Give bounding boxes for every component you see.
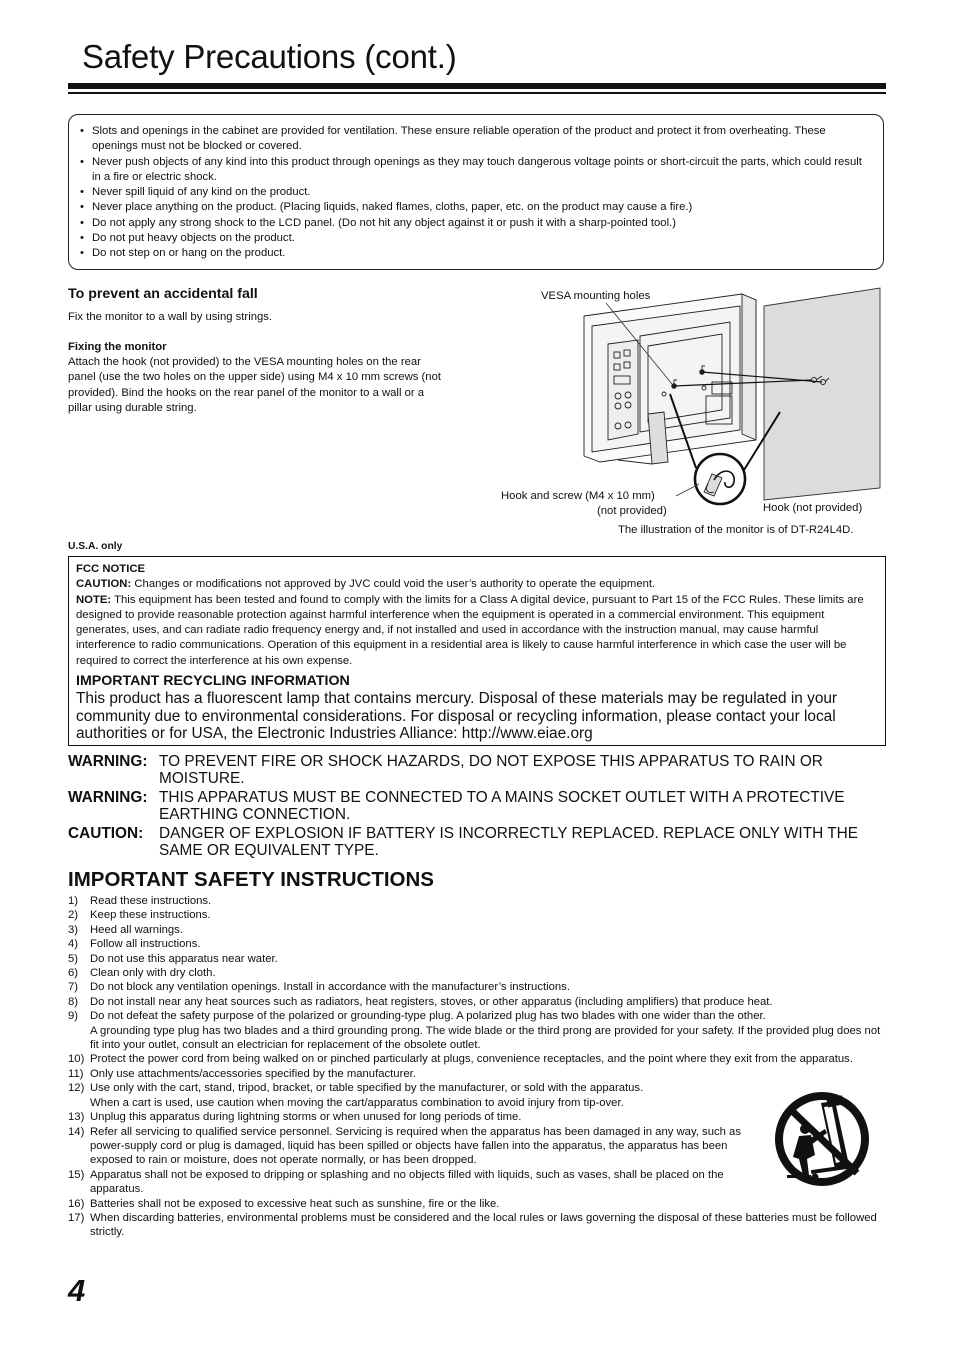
fall-heading: To prevent an accidental fall [68, 286, 258, 302]
list-item: 15) Apparatus shall not be exposed to dripping or splashing and no objects filled with liquids, such as vases, shall be placed on the apparatus. [68, 1168, 724, 1196]
safety-instructions-title: IMPORTANT SAFETY INSTRUCTIONS [68, 868, 434, 891]
caution-label: CAUTION: [76, 578, 132, 591]
hook-screw-not-provided-label: (not provided) [597, 505, 667, 517]
monitor-wall-illustration [498, 284, 886, 534]
note-label: NOTE: [76, 593, 112, 606]
warning-row [68, 789, 898, 824]
warning-text: TO PREVENT FIRE OR SHOCK HAZARDS, DO NOT EXPOSE THIS APPARATUS TO RAIN OR MOISTURE. [159, 753, 823, 788]
fixing-body: Attach the hook (not provided) to the VESA mounting holes on the rear panel (use the two holes on the upper side) using M4 x 10 mm screws (not provided). Bind the hooks on the rear panel of the monitor to a wall or a pillar using durable string. [68, 356, 441, 414]
list-item: 5) Do not use this apparatus near water. [68, 952, 278, 965]
list-item: 4) Follow all instructions. [68, 938, 201, 951]
hook-screw-label: Hook and screw (M4 x 10 mm) [501, 490, 655, 502]
ventilation-list [79, 124, 869, 262]
page-title: Safety Precautions (cont.) [82, 38, 457, 75]
recycling-title: IMPORTANT RECYCLING INFORMATION [76, 673, 350, 690]
caution-row-text: DANGER OF EXPLOSION IF BATTERY IS INCORRECTLY REPLACED. REPLACE ONLY WITH THE SAME OR EQUIVALENT TYPE. [159, 824, 859, 860]
page-number: 4 [68, 1273, 86, 1308]
caution-text: Changes or modifications not approved by JVC could void the user’s authority to operate the equipment. [131, 578, 656, 591]
list-item: • Never push objects of any kind into this product through openings as they may touch dangerous voltage points or short-circuit the parts, which could result in a fire or electric shock. [79, 155, 869, 186]
vesa-label: VESA mounting holes [541, 290, 651, 302]
list-item: 17) When discarding batteries, environmental problems must be considered and the local rules or laws governing the disposal of these batteries must be followed strictly. [68, 1211, 877, 1239]
list-item: • Slots and openings in the cabinet are provided for ventilation. These ensure reliable operation of the product and protect it from overheating. These openings must not be blocked or covered. [79, 124, 869, 155]
list-item: 10) Protect the power cord from being walked on or pinched particularly at plugs, convenience receptacles, and the point where they exit from the apparatus. [68, 1053, 853, 1066]
list-item: 12) Use only with the cart, stand, tripod, bracket, or table specified by the manufacturer, or sold with the apparatus. When a cart is used, use caution when moving the cart/apparatus combination to avoid injury from tip-over. [68, 1082, 644, 1109]
note-text: This equipment has been tested and found to comply with the limits for a Class A digital device, pursuant to Part 15 of the FCC Rules. These limits are designed to provide reasonable protection against harmful interference when the equipment is operated in a commercial environment. This equipment generates, uses, and can radiate radio frequency energy and, if not installed and used in accordance with the instruction manual, may cause harmful interference to radio communications. Operation of this equipment in a residential area is likely to cause harmful interference in which case the user will be required to correct the interference at his own expense. [76, 593, 864, 667]
fcc-notice-box [68, 556, 886, 746]
warning-label: WARNING: [68, 753, 148, 770]
warning-row [68, 753, 898, 788]
list-item: 8) Do not install near any heat sources such as radiators, heat registers, stoves, or other apparatus (including amplifiers) that produce heat. [68, 995, 773, 1008]
fcc-note [76, 593, 878, 669]
list-item: 7) Do not block any ventilation openings. Install in accordance with the manufacturer’s instructions. [68, 981, 570, 994]
list-item: • Do not put heavy objects on the product. [79, 231, 869, 246]
list-item: • Do not apply any strong shock to the LCD panel. (Do not hit any object against it or push it with a sharp-pointed tool.) [79, 216, 869, 231]
list-item: 9) Do not defeat the safety purpose of the polarized or grounding-type plug. A polarized plug has two blades with one wider than the other. A grounding type plug has two blades and a third grounding prong. The wide blade or the third prong are provided for your safety. If the provided plug does not fit into your outlet, consult an electrician for replacement of the obsolete outlet. [68, 1010, 881, 1052]
usa-only-label: U.S.A. only [68, 541, 123, 552]
caution-tag: CAUTION: [68, 824, 144, 842]
fcc-notice-title: FCC NOTICE [76, 563, 146, 575]
list-item: 2) Keep these instructions. [68, 909, 211, 922]
warning-text: THIS APPARATUS MUST BE CONNECTED TO A MAINS SOCKET OUTLET WITH A PROTECTIVE EARTHING CONNECTION. [159, 788, 845, 824]
list-item: • Do not step on or hang on the product. [79, 246, 869, 261]
list-item: • Never place anything on the product. (Placing liquids, naked flames, cloths, paper, etc. on the product may cause a fire.) [79, 200, 869, 215]
warnings-block [68, 753, 898, 860]
fall-body: Fix the monitor to a wall by using strings. [68, 311, 273, 323]
illustration-caption: The illustration of the monitor is of DT-R24L4D. [618, 524, 854, 536]
list-item: 14) Refer all servicing to qualified service personnel. Servicing is required when the apparatus has been damaged in any way, such as power-supply cord or plug is damaged, liquid has been spilled or objects have fallen into the apparatus, the apparatus has been exposed to rain or moisture, does not operate normally, or has been dropped. [68, 1125, 741, 1167]
fcc-caution [76, 577, 878, 592]
title-rule-thick [68, 83, 886, 89]
list-item: 11) Only use attachments/accessories specified by the manufacturer. [68, 1067, 416, 1080]
warning-label: WARNING: [68, 788, 148, 806]
title-rule-thin [68, 92, 886, 94]
hook-label: Hook (not provided) [763, 502, 863, 514]
list-item: 13) Unplug this apparatus during lightning storms or when unused for long periods of time. [68, 1111, 522, 1124]
list-item: 1) Read these instructions. [68, 895, 212, 907]
safety-instructions-list [68, 894, 888, 1240]
ventilation-precautions-box [68, 114, 884, 270]
list-item: 16) Batteries shall not be exposed to excessive heat such as sunshine, fire or the like. [68, 1197, 500, 1210]
list-item: 6) Clean only with dry cloth. [68, 967, 216, 980]
fixing-heading: Fixing the monitor [68, 341, 167, 353]
cart-tipover-warning-icon [769, 1089, 875, 1189]
recycling-text: This product has a fluorescent lamp that contains mercury. Disposal of these materials may be regulated in your community due to environmental considerations. For disposal or recycling information, please contact your local authorities or for USA, the Electronic Industries Alliance: http://www.eiae.org [76, 690, 838, 743]
caution-row [68, 825, 898, 860]
list-item: • Never spill liquid of any kind on the product. [79, 185, 869, 200]
list-item: 3) Heed all warnings. [68, 923, 183, 936]
